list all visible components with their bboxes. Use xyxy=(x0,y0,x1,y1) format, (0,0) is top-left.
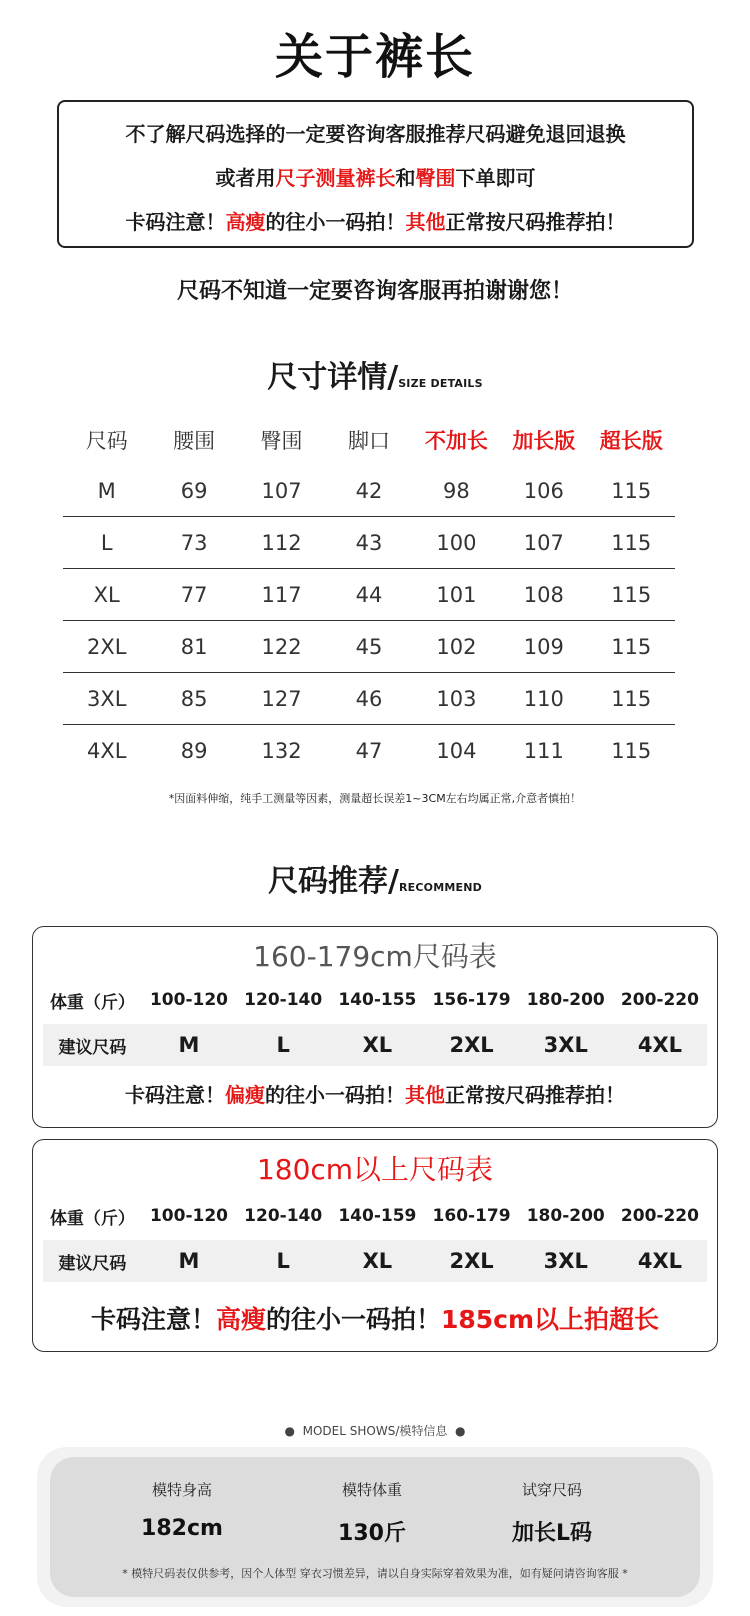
recommend-title xyxy=(0,856,750,900)
recommended-size-cell: 3XL xyxy=(543,1249,588,1273)
weight-range-cell: 100-120 xyxy=(149,990,228,1010)
notice-text: 或者用 xyxy=(215,166,276,190)
table-cell: 47 xyxy=(355,739,383,763)
table-cell: XL xyxy=(93,582,120,607)
table-row xyxy=(63,673,675,725)
table-cell: 132 xyxy=(261,739,302,763)
weight-row xyxy=(43,979,707,1021)
notice-line-3 xyxy=(59,206,692,235)
note-text: 卡码注意！ xyxy=(125,1083,225,1107)
model-size xyxy=(452,1479,652,1547)
table-cell: 115 xyxy=(611,530,652,555)
size-table-header-cell: 脚口 xyxy=(347,429,390,453)
table-cell: 110 xyxy=(523,686,564,711)
model-height-value: 182cm xyxy=(141,1516,223,1541)
weight-range-cell: 140-159 xyxy=(338,1206,417,1226)
model-heading-text: MODEL SHOWS/模特信息 xyxy=(302,1424,448,1438)
weight-row xyxy=(43,1195,707,1237)
table-cell: 108 xyxy=(523,582,564,607)
weight-range-cell: 200-220 xyxy=(620,1206,699,1226)
section-title-en: SIZE DETAILS xyxy=(398,377,483,390)
size-label: 建议尺码 xyxy=(58,1253,127,1274)
note-highlight: 高瘦 xyxy=(215,1305,266,1334)
model-info-card xyxy=(37,1447,713,1607)
recommended-size-cell: L xyxy=(276,1249,290,1273)
table-cell: 104 xyxy=(436,739,477,763)
table-cell: 115 xyxy=(611,582,652,607)
size-table-header-cell: 臀围 xyxy=(260,429,303,453)
table-cell: 106 xyxy=(523,478,564,503)
notice-line-1: 不了解尺码选择的一定要咨询客服推荐尺码避免退回退换 xyxy=(125,122,626,146)
table-row xyxy=(63,517,675,569)
table-cell: 3XL xyxy=(86,686,127,711)
notice-line-2 xyxy=(59,162,692,191)
recommended-size-cell: 4XL xyxy=(637,1033,683,1057)
size-table-header-cell: 尺码 xyxy=(85,429,128,453)
section-title-cn: 尺码推荐/ xyxy=(268,864,399,899)
table-row xyxy=(63,465,675,517)
note-highlight: 其他 xyxy=(405,1083,445,1107)
model-height-label: 模特身高 xyxy=(151,1481,212,1499)
table-cell: 69 xyxy=(180,478,208,503)
weight-range-cell: 180-200 xyxy=(526,1206,605,1226)
recommended-size-cell: L xyxy=(276,1033,290,1057)
table-cell: 103 xyxy=(436,686,477,711)
recommended-size-cell: 2XL xyxy=(449,1249,494,1273)
size-label: 建议尺码 xyxy=(58,1037,127,1058)
size-table xyxy=(63,415,675,777)
recommended-size-cell: 3XL xyxy=(543,1033,588,1057)
table-cell: 107 xyxy=(523,530,564,555)
table-cell: L xyxy=(100,530,113,555)
table-cell: 73 xyxy=(180,530,208,555)
weight-range-cell: 156-179 xyxy=(432,990,511,1010)
notice-text: 和 xyxy=(395,166,416,190)
size-table-header-cell: 超长版 xyxy=(599,429,663,453)
weight-range-cell: 180-200 xyxy=(526,990,605,1010)
recommended-size-cell: 2XL xyxy=(449,1033,494,1057)
notice-highlight: 尺子测量裤长 xyxy=(275,166,396,190)
model-info-inner xyxy=(50,1457,700,1597)
recommended-size-cell: M xyxy=(178,1033,200,1057)
size-chart-title: 160-179cm尺码表 xyxy=(253,940,497,973)
table-cell: 122 xyxy=(261,634,302,659)
section-title-en: RECOMMEND xyxy=(399,881,482,894)
notice-highlight: 高瘦 xyxy=(225,210,266,234)
note-highlight: 偏瘦 xyxy=(225,1083,265,1107)
table-row xyxy=(63,725,675,777)
table-cell: 77 xyxy=(180,582,208,607)
size-chart-180-plus xyxy=(32,1139,718,1352)
model-weight-value: 130斤 xyxy=(338,1521,406,1546)
size-table-header-cell: 不加长 xyxy=(424,429,488,453)
table-cell: 115 xyxy=(611,478,652,503)
table-cell: 115 xyxy=(611,686,652,711)
size-chart-title: 180cm以上尺码表 xyxy=(256,1153,494,1186)
table-cell: 111 xyxy=(523,739,564,763)
table-row xyxy=(63,621,675,673)
notice-text: 正常按尺码推荐拍！ xyxy=(445,210,626,234)
notice-text: 的往小一码拍！ xyxy=(265,210,406,234)
recommended-size-cell: M xyxy=(178,1249,200,1273)
notice-text: 卡码注意！ xyxy=(125,210,226,234)
table-cell: 100 xyxy=(436,530,477,555)
size-chart-note xyxy=(33,1300,717,1336)
size-footnote: *因面料伸缩，纯手工测量等因素，测量超长误差1~3CM左右均属正常,介意者慎拍！ xyxy=(168,792,582,805)
model-weight xyxy=(272,1479,472,1547)
weight-label: 体重（斤） xyxy=(49,992,135,1013)
table-cell: 107 xyxy=(261,478,302,503)
table-cell: 115 xyxy=(611,739,652,763)
size-table-header-cell: 腰围 xyxy=(173,429,216,453)
table-cell: 42 xyxy=(355,478,383,503)
table-cell: 98 xyxy=(443,478,470,503)
table-cell: 4XL xyxy=(86,739,127,763)
size-chart-160-179 xyxy=(32,926,718,1128)
size-row xyxy=(43,1024,707,1066)
model-size-label: 试穿尺码 xyxy=(521,1481,582,1499)
weight-range-cell: 160-179 xyxy=(432,1206,511,1226)
size-chart-note xyxy=(33,1079,717,1108)
note-text: 卡码注意！ xyxy=(90,1305,216,1334)
size-table-header xyxy=(63,415,675,465)
table-cell: 109 xyxy=(523,634,564,659)
size-table-header-cell: 加长版 xyxy=(512,429,576,453)
recommended-size-cell: 4XL xyxy=(637,1249,683,1273)
notice-highlight: 臀围 xyxy=(415,166,456,190)
weight-range-cell: 120-140 xyxy=(244,1206,323,1226)
table-cell: 101 xyxy=(436,582,477,607)
section-title-cn: 尺寸详情/ xyxy=(267,360,399,395)
weight-range-cell: 200-220 xyxy=(620,990,699,1010)
bullet-dot: ● xyxy=(284,1424,295,1438)
table-cell: M xyxy=(97,478,116,503)
table-cell: 46 xyxy=(355,686,383,711)
notice-text: 下单即可 xyxy=(455,166,536,190)
table-cell: 112 xyxy=(261,530,302,555)
table-row xyxy=(63,569,675,621)
size-details-title xyxy=(0,352,750,396)
table-cell: 45 xyxy=(355,634,383,659)
model-weight-label: 模特体重 xyxy=(341,1481,402,1499)
notice-highlight: 其他 xyxy=(405,210,446,234)
consult-text: 尺码不知道一定要咨询客服再拍谢谢您！ xyxy=(176,279,573,304)
weight-label: 体重（斤） xyxy=(49,1208,135,1229)
table-cell: 43 xyxy=(355,530,383,555)
table-cell: 102 xyxy=(436,634,477,659)
table-cell: 2XL xyxy=(86,634,127,659)
table-cell: 89 xyxy=(180,739,208,763)
model-size-value: 加长L码 xyxy=(511,1521,593,1546)
bullet-dot: ● xyxy=(455,1424,466,1438)
table-cell: 115 xyxy=(611,634,652,659)
model-heading xyxy=(0,1422,750,1439)
table-cell: 127 xyxy=(261,686,302,711)
recommended-size-cell: XL xyxy=(362,1033,393,1057)
table-cell: 81 xyxy=(180,634,208,659)
model-height xyxy=(82,1479,282,1541)
table-cell: 117 xyxy=(261,582,302,607)
size-row xyxy=(43,1240,707,1282)
weight-range-cell: 120-140 xyxy=(244,990,323,1010)
note-highlight: 185cm以上拍超长 xyxy=(440,1305,660,1334)
note-text: 的往小一码拍！ xyxy=(265,1083,405,1107)
table-cell: 85 xyxy=(180,686,208,711)
table-cell: 44 xyxy=(355,582,383,607)
weight-range-cell: 140-155 xyxy=(338,990,417,1010)
recommended-size-cell: XL xyxy=(362,1249,393,1273)
page-title: 关于裤长 xyxy=(274,29,475,85)
notice-box xyxy=(57,100,694,248)
weight-range-cell: 100-120 xyxy=(149,1206,228,1226)
model-disclaimer: * 模特尺码表仅供参考，因个人体型 穿衣习惯差异，请以自身实际穿着效果为准，如有疑问请咨询客服 * xyxy=(122,1567,628,1580)
note-text: 正常按尺码推荐拍！ xyxy=(445,1083,625,1107)
note-text: 的往小一码拍！ xyxy=(265,1305,441,1334)
